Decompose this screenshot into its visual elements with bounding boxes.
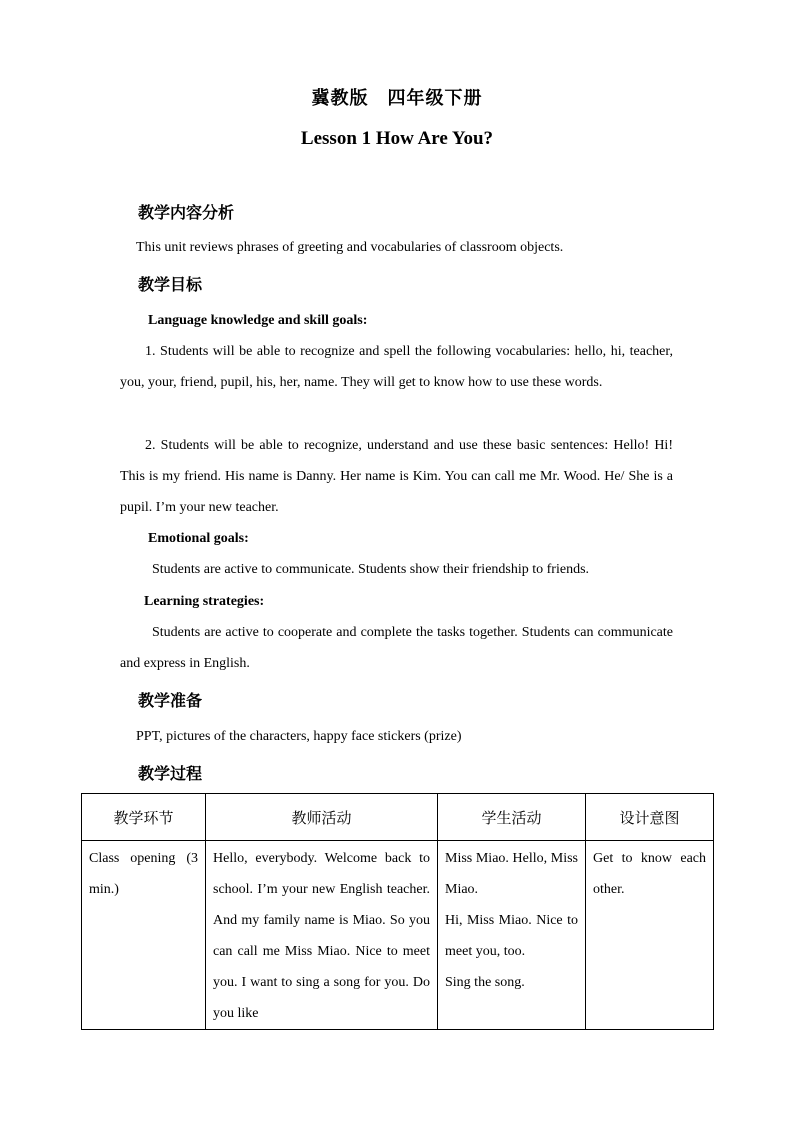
- student-activity-line: Miss Miao. Hello, Miss Miao.: [445, 851, 578, 897]
- table-row: [82, 841, 714, 1030]
- process-heading: 教学过程: [138, 764, 203, 783]
- objectives-heading: 教学目标: [138, 275, 203, 294]
- column-header-stage: 教学环节: [82, 794, 206, 841]
- goal-1-text: 1. Students will be able to recognize and spell the following vocabularies: hello, hi, teacher, you, your, friend, pupil, his, her, name. They will get to know how to use these words.: [120, 344, 673, 390]
- column-header-design-purpose: 设计意图: [586, 794, 714, 841]
- learning-strategies-text: Students are active to cooperate and complete the tasks together. Students can communicate and express in English.: [120, 625, 673, 671]
- content-analysis-heading: 教学内容分析: [138, 203, 235, 222]
- cell-stage: Class opening (3 min.): [82, 841, 206, 1030]
- learning-strategies-heading: Learning strategies:: [144, 594, 265, 609]
- cell-teacher-activity: Hello, everybody. Welcome back to school. I’m your new English teacher. And my family name is Miao. So you can call me Miss Miao. Nice to meet you. I want to sing a song for you. Do you like: [206, 841, 438, 1030]
- content-analysis-text: This unit reviews phrases of greeting and vocabularies of classroom objects.: [136, 240, 564, 255]
- lesson-process-table: [81, 793, 714, 1030]
- preparation-heading: 教学准备: [138, 691, 203, 710]
- student-activity-line: Hi, Miss Miao. Nice to meet you, too.: [445, 913, 578, 959]
- language-goals-heading: Language knowledge and skill goals:: [148, 313, 368, 328]
- emotional-goals-heading: Emotional goals:: [148, 531, 249, 546]
- goal-2-text: 2. Students will be able to recognize, understand and use these basic sentences: Hello! Hi! This is my friend. His name is Danny. Her name is Kim. You can call me Mr. Wood. He/ She is a pupil. I’m your new teacher.: [120, 438, 673, 515]
- preparation-text: PPT, pictures of the characters, happy face stickers (prize): [136, 729, 462, 744]
- cell-student-activity: [438, 841, 586, 1030]
- column-header-student-activity: 学生活动: [438, 794, 586, 841]
- emotional-goals-text: Students are active to communicate. Students show their friendship to friends.: [152, 562, 590, 577]
- student-activity-line: Sing the song.: [445, 975, 525, 990]
- cell-design-purpose: Get to know each other.: [586, 841, 714, 1030]
- column-header-teacher-activity: 教师活动: [206, 794, 438, 841]
- lesson-title: Lesson 1 How Are You?: [300, 128, 494, 149]
- edition-title: 冀教版 四年级下册: [311, 88, 483, 109]
- table-header-row: [82, 794, 714, 841]
